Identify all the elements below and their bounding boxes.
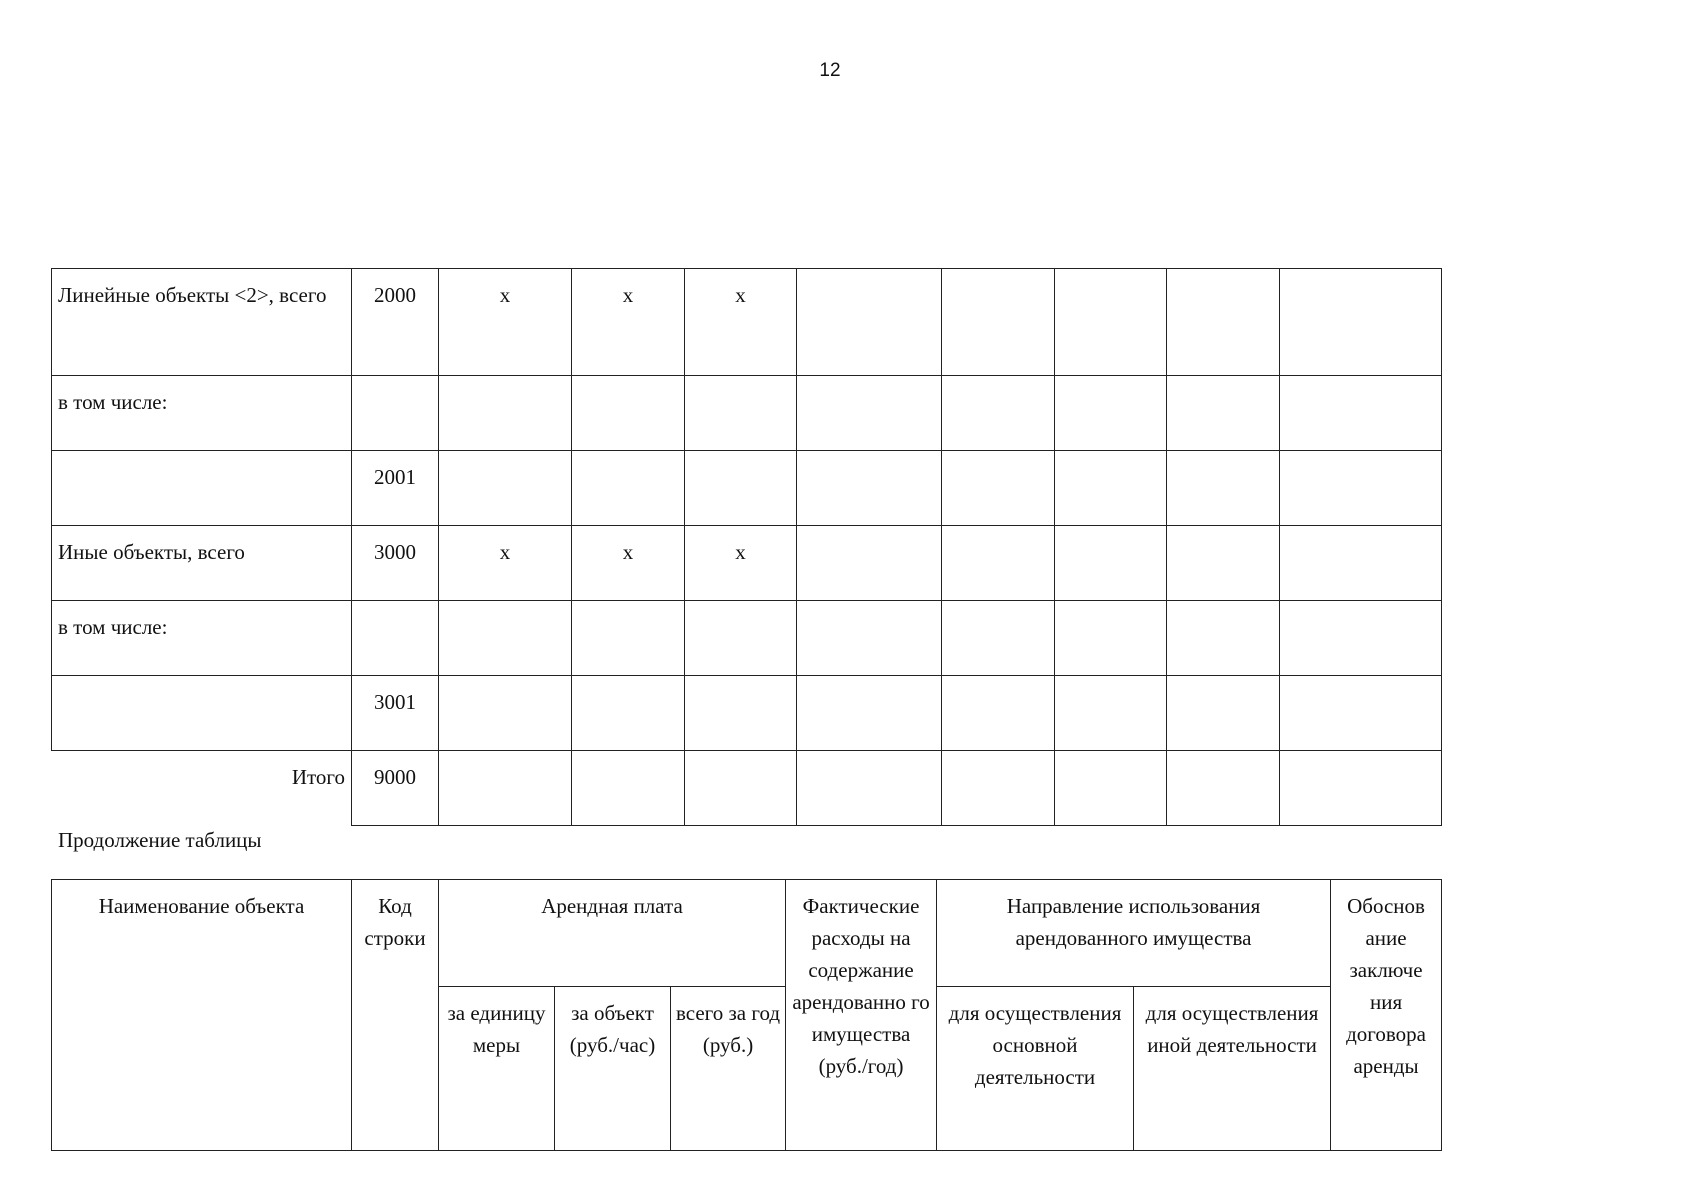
- empty-cell: [1280, 269, 1442, 376]
- row-name-cell: Линейные объекты <2>, всего: [52, 269, 352, 376]
- row-mark-cell: [572, 376, 685, 451]
- row-mark-cell: [439, 676, 572, 751]
- row-mark-cell: [572, 601, 685, 676]
- empty-cell: [572, 751, 685, 826]
- table-continuation-caption: Продолжение таблицы: [58, 828, 262, 852]
- empty-cell: [1280, 526, 1442, 601]
- empty-cell: [1280, 676, 1442, 751]
- empty-cell: [1167, 376, 1280, 451]
- header-rent: Арендная плата: [439, 880, 786, 987]
- row-mark-cell: [439, 376, 572, 451]
- empty-cell: [1167, 676, 1280, 751]
- header-other-activity: для осуществления иной деятельности: [1134, 987, 1331, 1151]
- row-name-cell: в том числе:: [52, 601, 352, 676]
- header-rent-per-object: за объект (руб./час): [555, 987, 671, 1151]
- total-label: Итого: [52, 751, 352, 826]
- empty-cell: [1055, 269, 1167, 376]
- empty-cell: [1280, 376, 1442, 451]
- header-contract-basis: Обоснов ание заключе ния договора аренды: [1331, 880, 1442, 1151]
- row-name-cell: в том числе:: [52, 376, 352, 451]
- row-code-cell: 3001: [352, 676, 439, 751]
- row-mark-cell: [572, 676, 685, 751]
- empty-cell: [797, 451, 942, 526]
- empty-cell: [942, 751, 1055, 826]
- page-number: 12: [819, 60, 841, 81]
- row-mark-cell: [685, 376, 797, 451]
- table-row: [52, 451, 1442, 526]
- empty-cell: [1280, 601, 1442, 676]
- header-usage-direction: Направление использования арендованного имущества: [937, 880, 1331, 987]
- row-mark-cell: x: [685, 526, 797, 601]
- empty-cell: [942, 676, 1055, 751]
- empty-cell: [1055, 751, 1167, 826]
- empty-cell: [942, 601, 1055, 676]
- header-object-name: Наименование объекта: [52, 880, 352, 1151]
- total-code-cell: 9000: [352, 751, 439, 826]
- total-row: [52, 751, 1442, 826]
- table-row: [52, 676, 1442, 751]
- row-mark-cell: [439, 601, 572, 676]
- rent-table-continued-rows: [51, 268, 1442, 826]
- empty-cell: [942, 526, 1055, 601]
- empty-cell: [1167, 269, 1280, 376]
- empty-cell: [797, 676, 942, 751]
- header-actual-costs: Фактические расходы на содержание арендованно го имущества (руб./год): [786, 880, 937, 1151]
- row-mark-cell: [685, 451, 797, 526]
- empty-cell: [439, 751, 572, 826]
- empty-cell: [1055, 451, 1167, 526]
- table-row: [52, 526, 1442, 601]
- row-mark-cell: [572, 451, 685, 526]
- empty-cell: [1167, 451, 1280, 526]
- empty-cell: [797, 526, 942, 601]
- empty-cell: [1055, 601, 1167, 676]
- empty-cell: [797, 269, 942, 376]
- empty-cell: [1055, 526, 1167, 601]
- empty-cell: [1280, 451, 1442, 526]
- empty-cell: [1055, 376, 1167, 451]
- empty-cell: [685, 751, 797, 826]
- table-row: [52, 269, 1442, 376]
- row-mark-cell: [439, 451, 572, 526]
- header-rent-per-unit: за единицу меры: [439, 987, 555, 1151]
- empty-cell: [1167, 526, 1280, 601]
- empty-cell: [942, 451, 1055, 526]
- table-row: [52, 601, 1442, 676]
- empty-cell: [1280, 751, 1442, 826]
- row-code-cell: [352, 601, 439, 676]
- row-mark-cell: [685, 676, 797, 751]
- row-code-cell: [352, 376, 439, 451]
- row-name-cell: [52, 676, 352, 751]
- header-row-code: Код строки: [352, 880, 439, 1151]
- empty-cell: [1055, 676, 1167, 751]
- row-mark-cell: x: [572, 269, 685, 376]
- empty-cell: [797, 376, 942, 451]
- empty-cell: [797, 601, 942, 676]
- row-code-cell: 3000: [352, 526, 439, 601]
- row-mark-cell: x: [572, 526, 685, 601]
- row-code-cell: 2000: [352, 269, 439, 376]
- empty-cell: [942, 376, 1055, 451]
- row-mark-cell: x: [439, 526, 572, 601]
- header-main-activity: для осуществления основной деятельности: [937, 987, 1134, 1151]
- empty-cell: [1167, 601, 1280, 676]
- header-rent-per-year: всего за год (руб.): [671, 987, 786, 1151]
- row-mark-cell: x: [439, 269, 572, 376]
- empty-cell: [797, 751, 942, 826]
- empty-cell: [942, 269, 1055, 376]
- row-name-cell: Иные объекты, всего: [52, 526, 352, 601]
- rent-table-header: [51, 879, 1442, 1151]
- row-code-cell: 2001: [352, 451, 439, 526]
- empty-cell: [1167, 751, 1280, 826]
- row-name-cell: [52, 451, 352, 526]
- row-mark-cell: [685, 601, 797, 676]
- table-row: [52, 376, 1442, 451]
- row-mark-cell: x: [685, 269, 797, 376]
